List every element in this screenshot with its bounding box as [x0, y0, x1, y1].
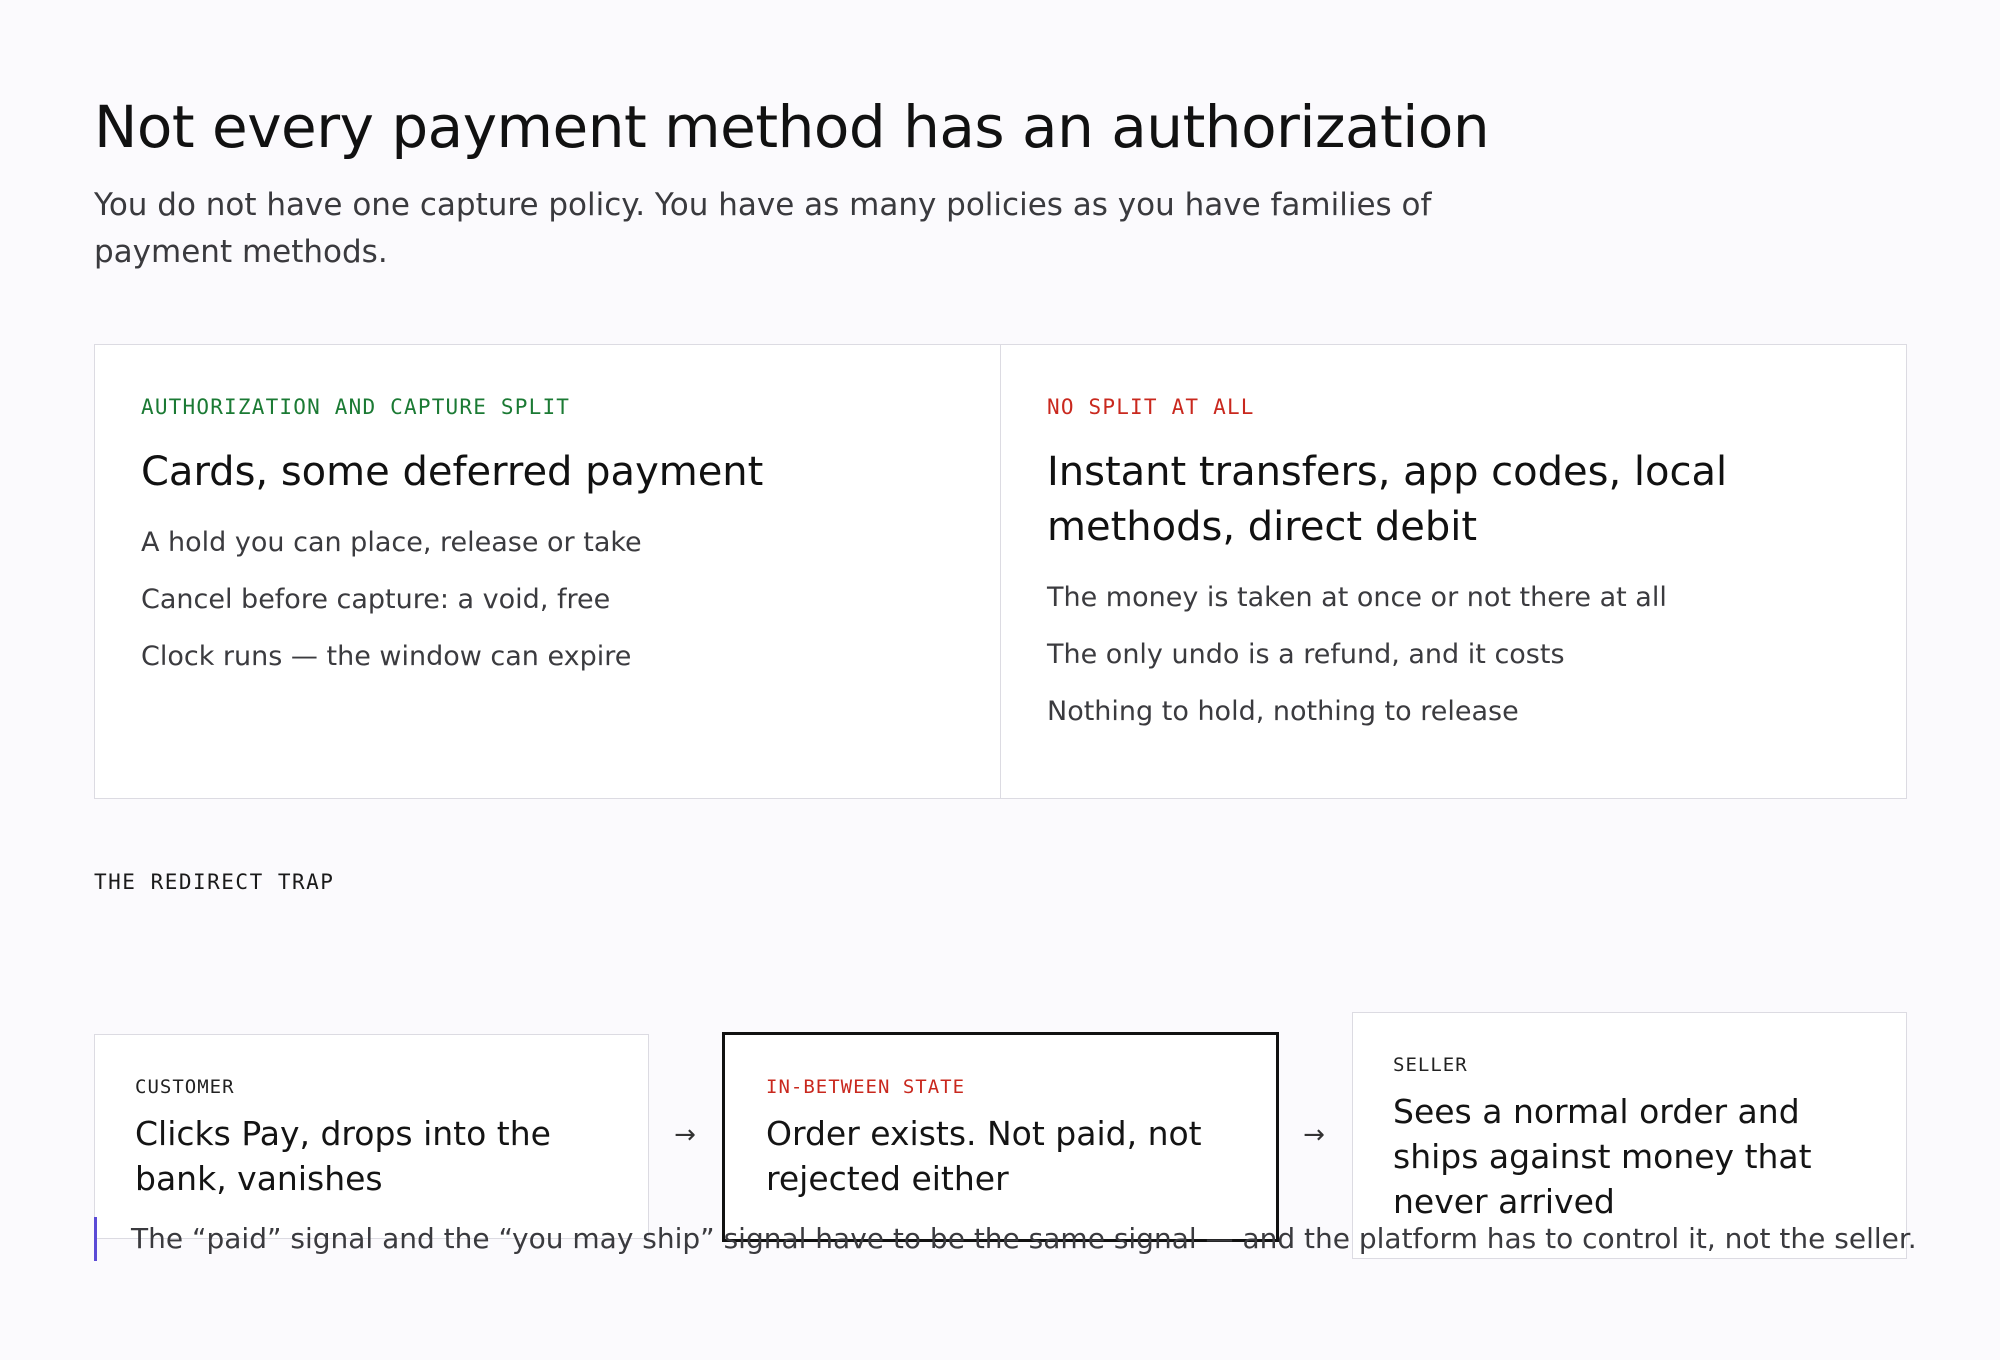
- right-points: [1047, 581, 1860, 729]
- callout-note: The “paid” signal and the “you may ship” signal have to be the same signal — and the platform has to control it, not the seller.: [94, 1217, 1954, 1261]
- comparison-right: [1000, 345, 1906, 798]
- in-between-text: Order exists. Not paid, not rejected either: [766, 1114, 1202, 1198]
- in-between-kicker: IN-BETWEEN STATE: [766, 1076, 966, 1098]
- right-heading: Instant transfers, app codes, local methods, direct debit: [1047, 449, 1728, 550]
- right-point: The only undo is a refund, and it costs: [1047, 639, 1565, 670]
- right-point: Nothing to hold, nothing to release: [1047, 696, 1519, 727]
- arrow-right-icon: →: [1303, 1120, 1325, 1150]
- left-points: [141, 526, 954, 674]
- page-subtitle: You do not have one capture policy. You have as many policies as you have families of payment methods.: [94, 187, 1432, 270]
- seller-text: Sees a normal order and ships against money that never arrived: [1393, 1092, 1812, 1221]
- flow-card-in-between-state: [722, 1032, 1279, 1242]
- left-point: A hold you can place, release or take: [141, 527, 642, 558]
- customer-text: Clicks Pay, drops into the bank, vanishes: [135, 1114, 551, 1198]
- page: [94, 90, 1907, 1221]
- redirect-trap-flow: [94, 922, 1907, 1221]
- flow-card-customer: [94, 1034, 649, 1239]
- comparison-panel: [94, 344, 1907, 799]
- left-point: Cancel before capture: a void, free: [141, 584, 611, 615]
- arrow-right-icon: →: [674, 1120, 696, 1150]
- left-kicker: AUTHORIZATION AND CAPTURE SPLIT: [141, 395, 571, 419]
- redirect-trap-label: THE REDIRECT TRAP: [94, 870, 335, 894]
- comparison-left: [95, 345, 1000, 798]
- seller-kicker: SELLER: [1393, 1054, 1468, 1076]
- left-heading: Cards, some deferred payment: [141, 449, 764, 495]
- right-point: The money is taken at once or not there at all: [1047, 582, 1667, 613]
- customer-kicker: CUSTOMER: [135, 1076, 235, 1098]
- right-kicker: NO SPLIT AT ALL: [1047, 395, 1255, 419]
- page-title: Not every payment method has an authorization: [94, 93, 1490, 161]
- left-point: Clock runs — the window can expire: [141, 641, 632, 672]
